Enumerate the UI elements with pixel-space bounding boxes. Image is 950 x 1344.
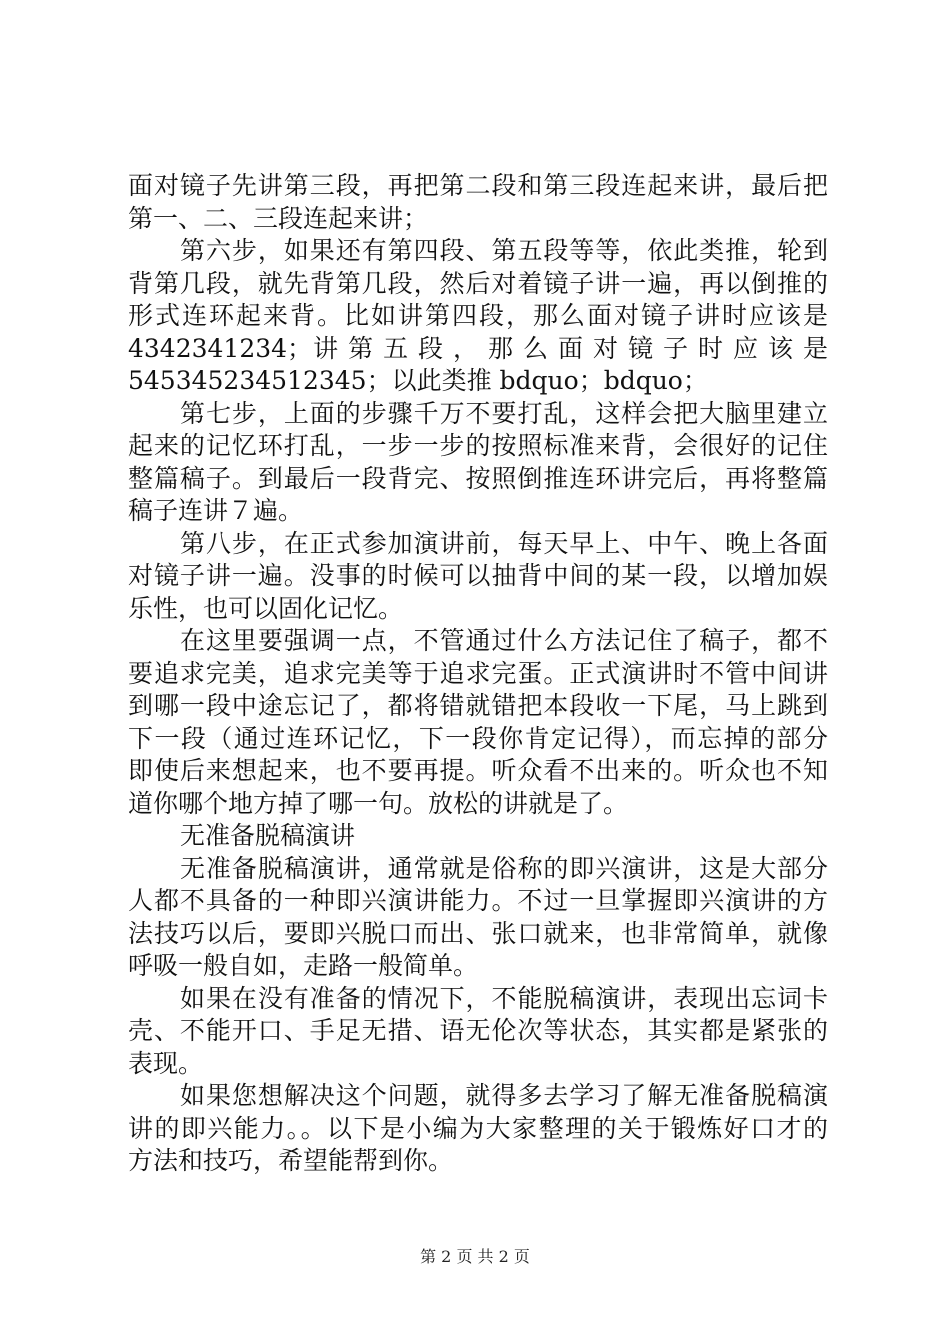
text-line: 起来的记忆环打乱，一步一步的按照标准来背，会很好的记住 xyxy=(128,431,828,460)
paragraph-start-line: 第七步，上面的步骤千万不要打乱，这样会把大脑里建立 xyxy=(180,398,828,428)
page-footer: 第 2 页 共 2 页 xyxy=(420,1247,530,1266)
text-line: 乐性，也可以固化记忆。 xyxy=(128,593,404,623)
text-line: 下一段（通过连环记忆，下一段你肯定记得），而忘掉的部分 xyxy=(128,723,828,753)
paragraph-start-line: 在这里要强调一点，不管通过什么方法记住了稿子，都不 xyxy=(180,626,828,655)
text-line: 面对镜子先讲第三段，再把第二段和第三段连起来讲，最后把 xyxy=(128,171,828,200)
text-line: 法技巧以后，要即兴脱口而出、张口就来，也非常简单，就像 xyxy=(128,918,828,948)
text-line: 4342341234；讲 第 五 段 ， 那 么 面 对 镜 子 时 应 该 是 xyxy=(128,333,828,363)
text-line: 到哪一段中途忘记了，都将错就错把本段收一下尾，马上跳到 xyxy=(128,691,828,720)
text-line: 方法和技巧，希望能帮到你。 xyxy=(128,1146,454,1175)
paragraph-start-line: 如果您想解决这个问题，就得多去学习了解无准备脱稿演 xyxy=(180,1081,828,1110)
text-line: 表现。 xyxy=(128,1048,204,1078)
text-line: 即使后来想起来，也不要再提。听众看不出来的。听众也不知 xyxy=(128,756,828,785)
paragraph-start-line: 无准备脱稿演讲，通常就是俗称的即兴演讲，这是大部分 xyxy=(180,853,828,883)
text-line: 整篇稿子。到最后一段背完、按照倒推连环讲完后，再将整篇 xyxy=(128,463,828,493)
paragraph-start-line: 第六步，如果还有第四段、第五段等等，依此类推，轮到 xyxy=(180,236,828,265)
text-line: 545345234512345；以此类推 bdquo；bdquo； xyxy=(128,366,708,395)
text-line: 壳、不能开口、手足无措、语无伦次等状态，其实都是紧张的 xyxy=(128,1016,828,1045)
paragraph-start-line: 如果在没有准备的情况下，不能脱稿演讲，表现出忘词卡 xyxy=(180,983,828,1013)
paragraph-start-line: 第八步，在正式参加演讲前，每天早上、中午、晚上各面 xyxy=(180,528,828,558)
text-line: 呼吸一般自如，走路一般简单。 xyxy=(128,951,479,980)
text-line: 人都不具备的一种即兴演讲能力。不过一旦掌握即兴演讲的方 xyxy=(128,886,828,915)
text-line: 形式连环起来背。比如讲第四段，那么面对镜子讲时应该是 xyxy=(128,301,828,330)
text-line: 第一、二、三段连起来讲； xyxy=(128,203,429,233)
document-body xyxy=(128,170,828,1178)
section-heading: 无准备脱稿演讲 xyxy=(180,821,356,850)
text-line: 要追求完美，追求完美等于追求完蛋。正式演讲时不管中间讲 xyxy=(128,658,828,688)
text-line: 讲的即兴能力。。以下是小编为大家整理的关于锻炼好口才的 xyxy=(128,1113,828,1143)
text-line: 道你哪个地方掉了哪一句。放松的讲就是了。 xyxy=(128,788,629,818)
text-line: 背第几段，就先背第几段，然后对着镜子讲一遍，再以倒推的 xyxy=(128,268,828,298)
text-line: 对镜子讲一遍。没事的时候可以抽背中间的某一段，以增加娱 xyxy=(128,561,828,590)
text-line: 稿子连讲７遍。 xyxy=(128,496,304,525)
